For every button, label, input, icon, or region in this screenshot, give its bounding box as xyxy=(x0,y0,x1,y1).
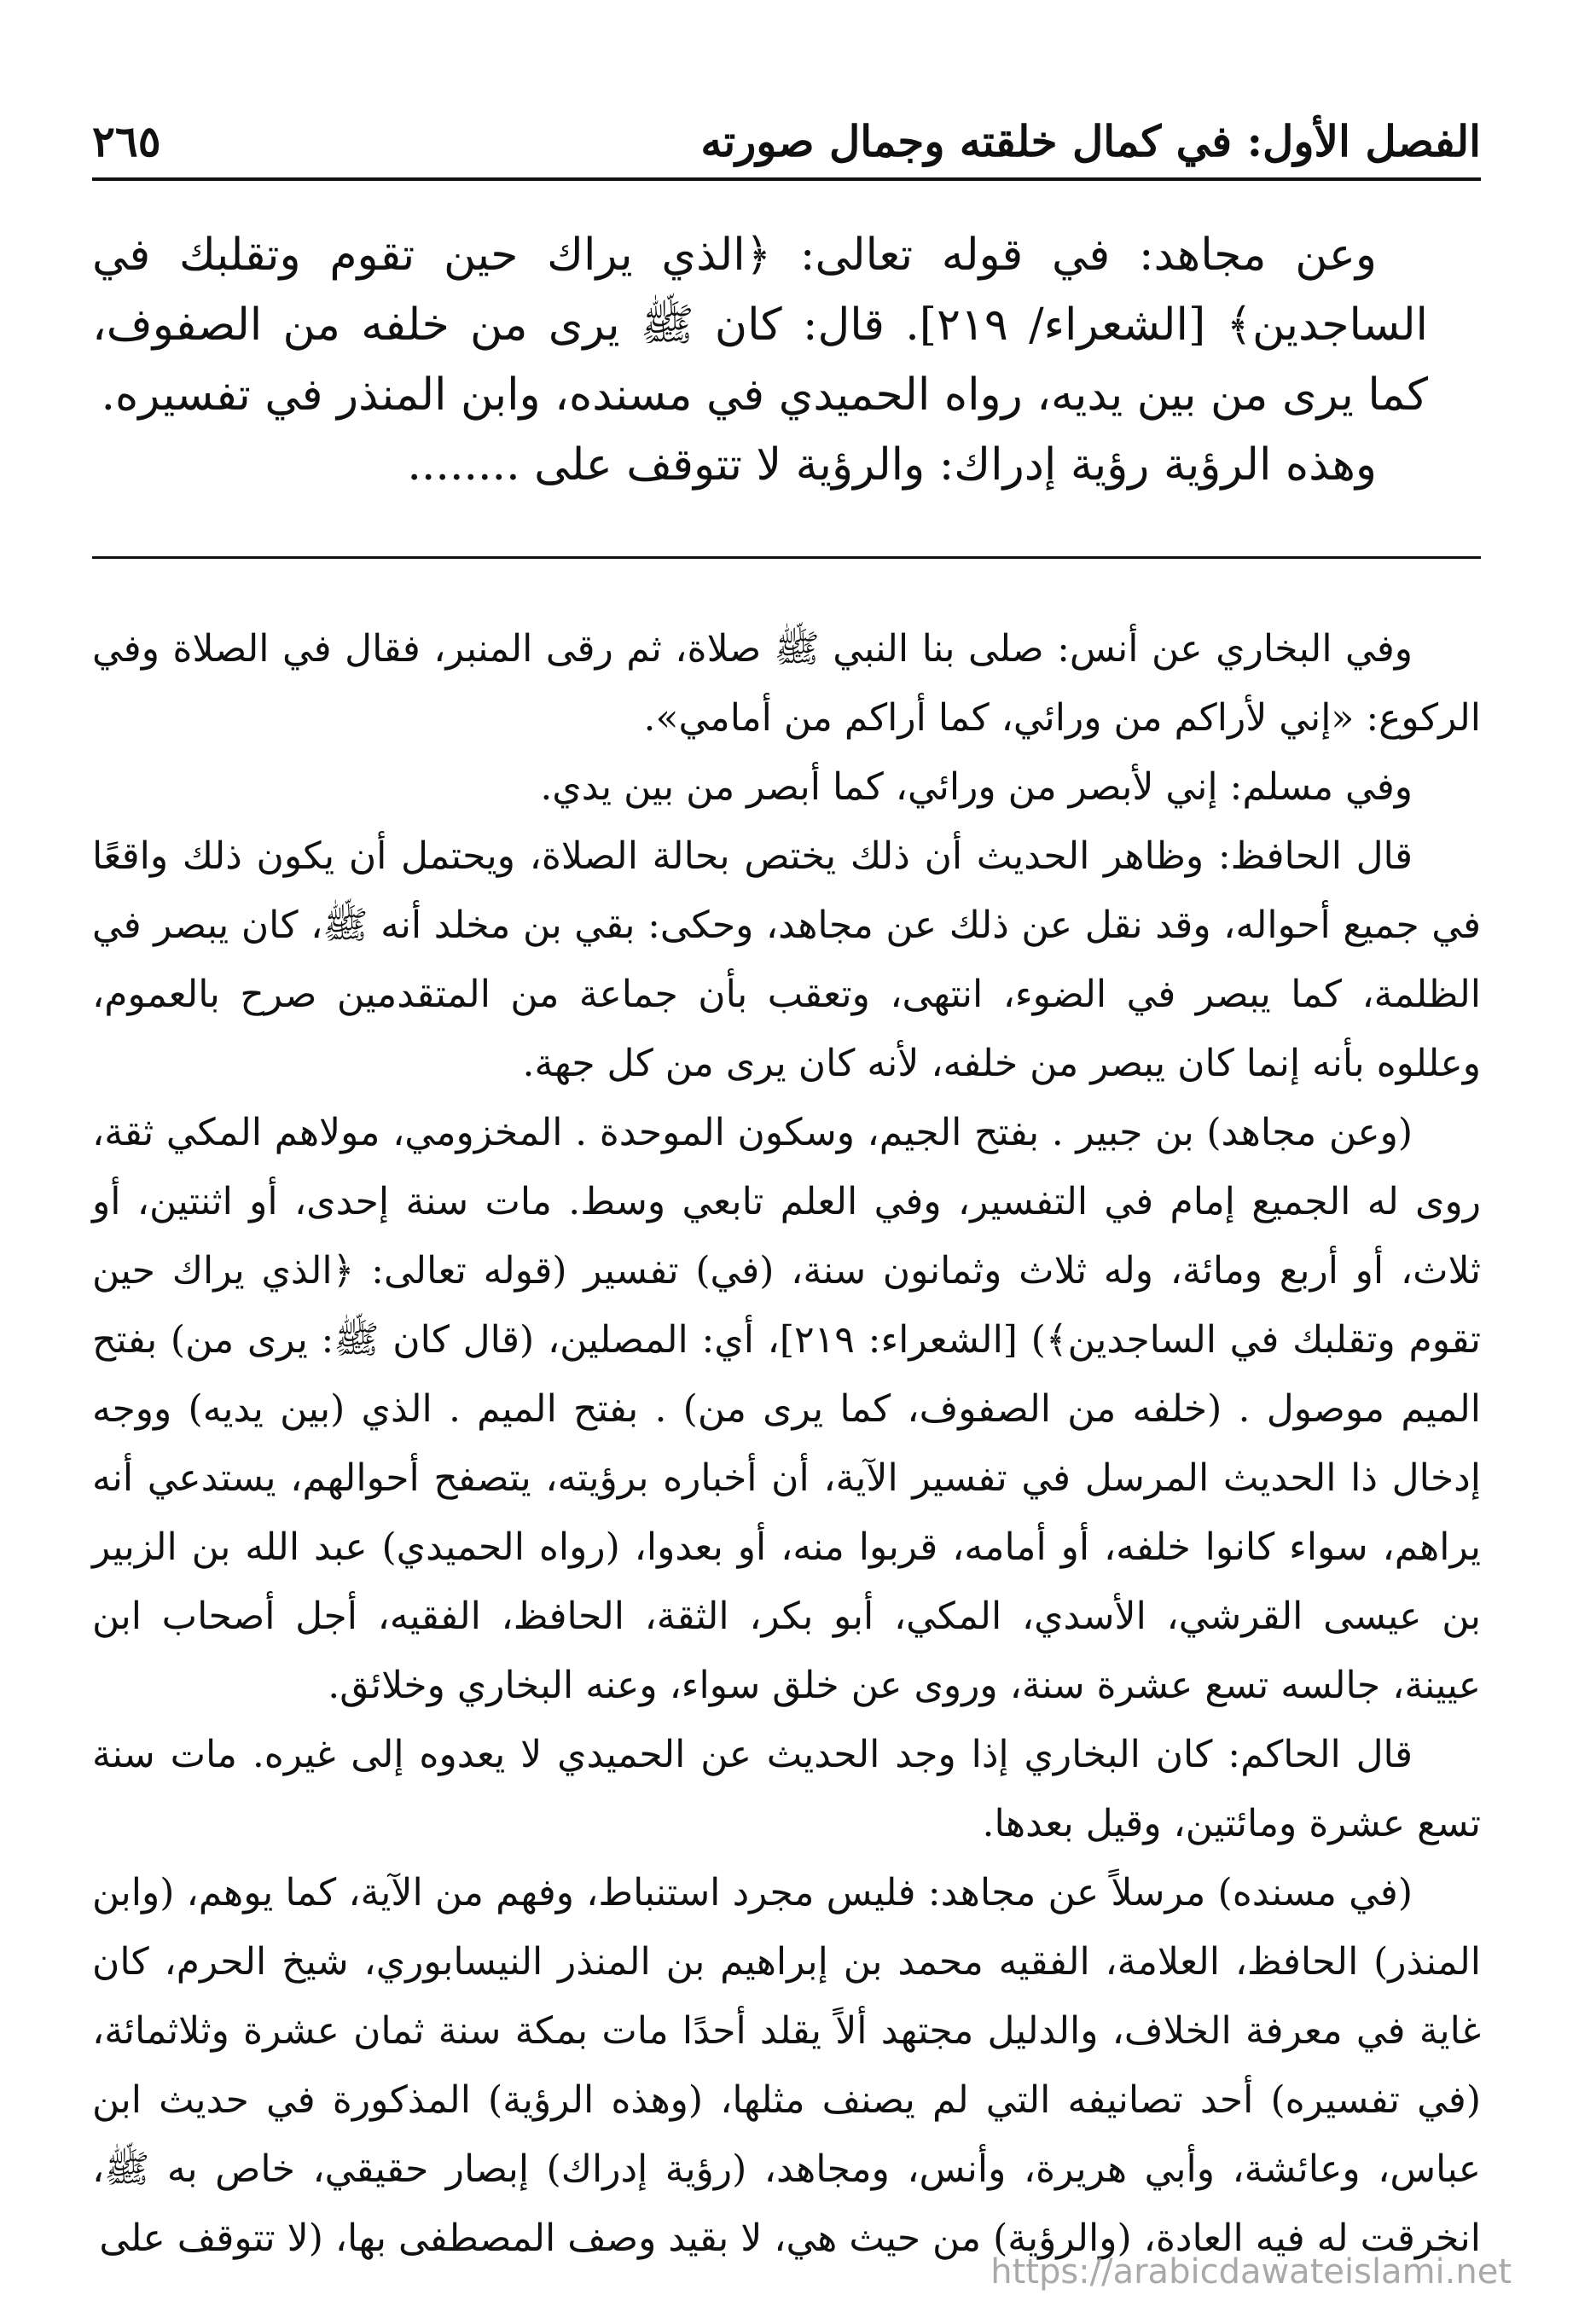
commentary-paragraph: وفي مسلم: إني لأبصر من ورائي، كما أبصر من بين يدي. xyxy=(540,765,1413,809)
watermark-url: https://arabicdawateislami.net xyxy=(990,2252,1512,2292)
running-header xyxy=(92,94,1481,188)
chapter-title: الفصل الأول: في كمال خلقته وجمال صورته xyxy=(700,115,1481,166)
section-divider xyxy=(92,556,1481,559)
commentary-paragraph: قال الحاكم: كان البخاري إذا وجد الحديث عن الحميدي لا يعدوه إلى غيره. مات سنة تسع عشرة ومائتين، وقيل بعدها. xyxy=(92,1733,1481,1845)
commentary-paragraph: قال الحافظ: وظاهر الحديث أن ذلك يختص بحالة الصلاة، ويحتمل أن يكون ذلك واقعًا في جميع أحواله، وقد نقل عن ذلك عن مجاهد، وحكى: بقي بن مخلد أنه ﷺ، كان يبصر في الظلمة، كما يبصر في الضوء، انتهى، وتعقب بأن جماعة من المتقدمين صرح بالعموم، وعللوه بأنه إنما كان يبصر من خلفه، لأنه كان يرى من كل جهة. xyxy=(92,834,1481,1085)
main-text-paragraph: وعن مجاهد: في قوله تعالى: ﴿الذي يراك حين تقوم وتقلبك في الساجدين﴾ [الشعراء/ ٢١٩]. قال: كان ﷺ يرى من خلفه من الصفوف، كما يرى من بين يديه، رواه الحميدي في مسنده، وابن المنذر في تفسيره. xyxy=(92,229,1428,421)
main-text-paragraph: وهذه الرؤية رؤية إدراك: والرؤية لا تتوقف على ........ xyxy=(407,439,1377,491)
header-rule xyxy=(92,177,1481,181)
commentary-paragraph: (في مسنده) مرسلاً عن مجاهد: فليس مجرد استنباط، وفهم من الآية، كما يوهم، (وابن المنذر) الحافظ، العلامة، الفقيه محمد بن إبراهيم بن المنذر النيسابوري، شيخ الحرم، كان غاية في معرفة الخلاف، والدليل مجتهد ألاً يقلد أحدًا مات بمكة سنة ثمان عشرة وثلاثمائة، (في تفسيره) أحد تصانيفه التي لم يصنف مثلها، (وهذه الرؤية) المذكورة في حديث ابن عباس، وعائشة، وأبي هريرة، وأنس، ومجاهد، (رؤية إدراك) إبصار حقيقي، خاص به ﷺ، انخرقت له فيه العادة، (والرؤية) من حيث هي، لا بقيد وصف المصطفى بها، (لا تتوقف على xyxy=(92,1871,1481,2260)
commentary-text xyxy=(92,614,1481,2273)
commentary-paragraph: وفي البخاري عن أنس: صلى بنا النبي ﷺ صلاة، ثم رقى المنبر، فقال في الصلاة وفي الركوع: «إني لأراكم من ورائي، كما أراكم من أمامي». xyxy=(92,627,1481,740)
commentary-paragraph: (وعن مجاهد) بن جبير . بفتح الجيم، وسكون الموحدة . المخزومي، مولاهم المكي ثقة، روى له الجميع إمام في التفسير، وفي العلم تابعي وسط. مات سنة إحدى، أو اثنتين، أو ثلاث، أو أربع ومائة، وله ثلاث وثمانون سنة، (في) تفسير (قوله تعالى: ﴿الذي يراك حين تقوم وتقلبك في الساجدين﴾) [الشعراء: ٢١٩]، أي: المصلين، (قال كان ﷺ: يرى من) بفتح الميم موصول . (خلفه من الصفوف، كما يرى من) . بفتح الميم . الذي (بين يديه) ووجه إدخال ذا الحديث المرسل في تفسير الآية، أن أخباره برؤيته، يتصفح أحوالهم، يستدعي أنه يراهم، سواء كانوا خلفه، أو أمامه، قربوا منه، أو بعدوا، (رواه الحميدي) عبد الله بن الزبير بن عيسى القرشي، الأسدي، المكي، أبو بكر، الثقة، الحافظ، الفقيه، أجل أصحاب ابن عيينة، جالسه تسع عشرة سنة، وروى عن خلق سواء، وعنه البخاري وخلائق. xyxy=(92,1111,1481,1707)
main-text xyxy=(92,220,1428,500)
page-number: ٢٦٥ xyxy=(92,115,161,166)
